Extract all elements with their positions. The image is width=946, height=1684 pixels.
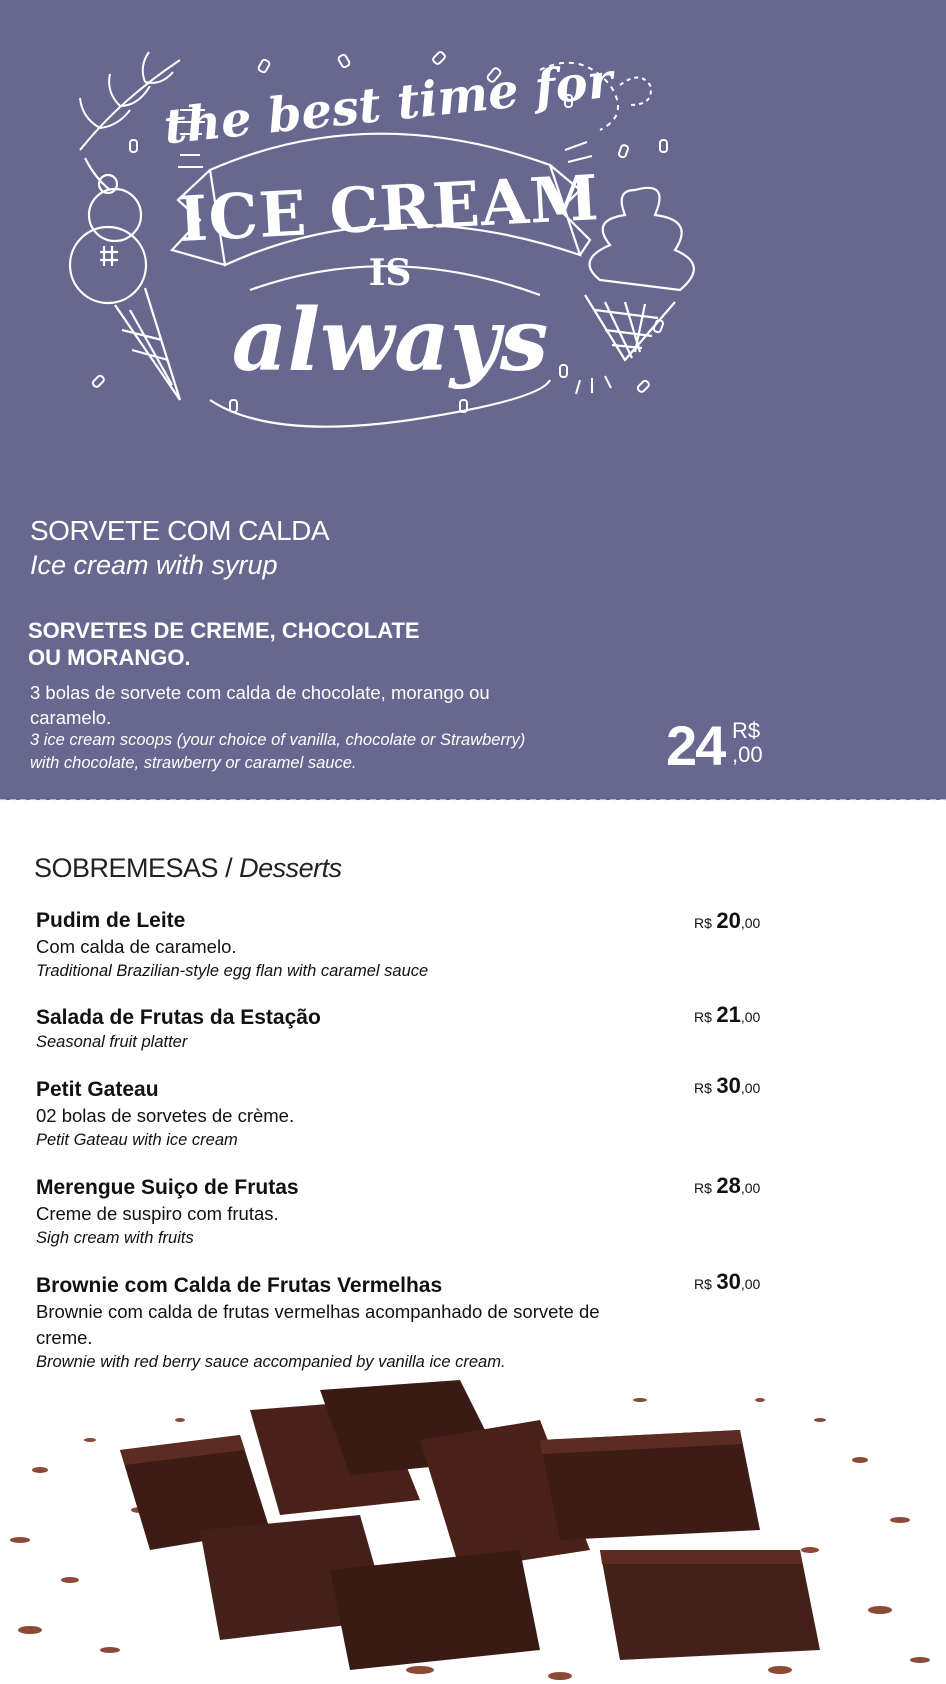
dessert-item-salada bbox=[36, 1005, 676, 1053]
flavors-heading bbox=[28, 617, 488, 671]
dessert-desc-en: Brownie with red berry sauce accompanied by vanilla ice cream. bbox=[36, 1353, 506, 1371]
flavors-line-2: OU MORANGO. bbox=[28, 645, 191, 670]
scoop-cone-icon bbox=[70, 158, 180, 400]
dessert-name: Petit Gateau bbox=[36, 1078, 159, 1101]
price-currency: R$ bbox=[694, 915, 712, 931]
desserts-title-separator: / bbox=[218, 853, 240, 883]
price-currency: R$ bbox=[694, 1180, 712, 1196]
dessert-item-petit-gateau bbox=[36, 1077, 676, 1151]
dashed-divider bbox=[0, 799, 946, 801]
dessert-name: Merengue Suiço de Frutas bbox=[36, 1176, 299, 1199]
dessert-desc-en: Sigh cream with fruits bbox=[36, 1229, 194, 1247]
price-cents: ,00 bbox=[740, 1276, 761, 1292]
dessert-name: Pudim de Leite bbox=[36, 909, 186, 932]
price-value: 30 bbox=[716, 1269, 741, 1294]
flavors-line-1: SORVETES DE CREME, CHOCOLATE bbox=[28, 618, 420, 643]
scalloped-edge bbox=[0, 796, 946, 806]
dessert-desc-en: Traditional Brazilian-style egg flan with caramel sauce bbox=[36, 962, 429, 980]
price-value: 20 bbox=[716, 908, 741, 933]
price-currency: R$ bbox=[694, 1276, 712, 1292]
hero-line-4: always bbox=[231, 290, 549, 391]
dessert-desc-pt: Creme de suspiro com frutas. bbox=[36, 1203, 279, 1224]
price-cents: ,00 bbox=[740, 1180, 761, 1196]
sundae-price bbox=[666, 714, 763, 777]
price-cents: ,00 bbox=[740, 1080, 761, 1096]
hero-line-1: the best time for bbox=[161, 52, 616, 156]
sundae-description-pt: 3 bolas de sorvete com calda de chocolate, morango ou caramelo. bbox=[30, 682, 490, 728]
dessert-desc-pt: Com calda de caramelo. bbox=[36, 936, 237, 957]
sundae-price-value: 24 bbox=[666, 714, 725, 777]
price-cents: ,00 bbox=[740, 1009, 761, 1025]
dessert-price-merengue bbox=[694, 1173, 760, 1199]
dessert-item-brownie bbox=[36, 1273, 616, 1373]
price-value: 28 bbox=[716, 1173, 741, 1198]
ice-cream-lettering-art bbox=[60, 40, 760, 470]
sundae-price-cents: ,00 bbox=[732, 742, 763, 767]
soft-serve-icon bbox=[585, 188, 694, 360]
dessert-price-brownie bbox=[694, 1269, 760, 1295]
price-cents: ,00 bbox=[740, 915, 761, 931]
section-subtitle: Ice cream with syrup bbox=[30, 550, 278, 580]
dessert-name: Brownie com Calda de Frutas Vermelhas bbox=[36, 1274, 443, 1297]
section-title: SORVETE COM CALDA bbox=[30, 515, 330, 546]
hero-line-2: ICE CREAM bbox=[176, 161, 602, 256]
desserts-title-en: Desserts bbox=[239, 853, 342, 883]
chocolate-pieces-image bbox=[0, 1380, 946, 1684]
dessert-desc-en: Petit Gateau with ice cream bbox=[36, 1131, 238, 1149]
dessert-desc-en: Seasonal fruit platter bbox=[36, 1033, 188, 1051]
dessert-price-salada bbox=[694, 1002, 760, 1028]
hero-line-3: IS bbox=[368, 252, 412, 294]
sundae-price-currency: R$ bbox=[732, 718, 761, 743]
sundae-description-en: 3 ice cream scoops (your choice of vanilla, chocolate or Strawberry) with chocolate, strawberry or caramel sauce. bbox=[30, 731, 526, 772]
price-currency: R$ bbox=[694, 1009, 712, 1025]
price-value: 30 bbox=[716, 1073, 741, 1098]
price-value: 21 bbox=[716, 1002, 741, 1027]
desserts-title-pt: SOBREMESAS bbox=[34, 853, 219, 883]
dessert-name: Salada de Frutas da Estação bbox=[36, 1006, 321, 1029]
desserts-heading bbox=[34, 853, 342, 884]
dessert-item-merengue bbox=[36, 1175, 676, 1249]
dessert-desc-pt: 02 bolas de sorvetes de crème. bbox=[36, 1105, 295, 1126]
price-currency: R$ bbox=[694, 1080, 712, 1096]
chocolate-bars bbox=[120, 1380, 820, 1670]
dessert-desc-pt: Brownie com calda de frutas vermelhas acompanhado de sorvete de creme. bbox=[36, 1301, 600, 1348]
dessert-price-pudim bbox=[694, 908, 760, 934]
dessert-price-petit-gateau bbox=[694, 1073, 760, 1099]
dessert-item-pudim bbox=[36, 908, 676, 982]
